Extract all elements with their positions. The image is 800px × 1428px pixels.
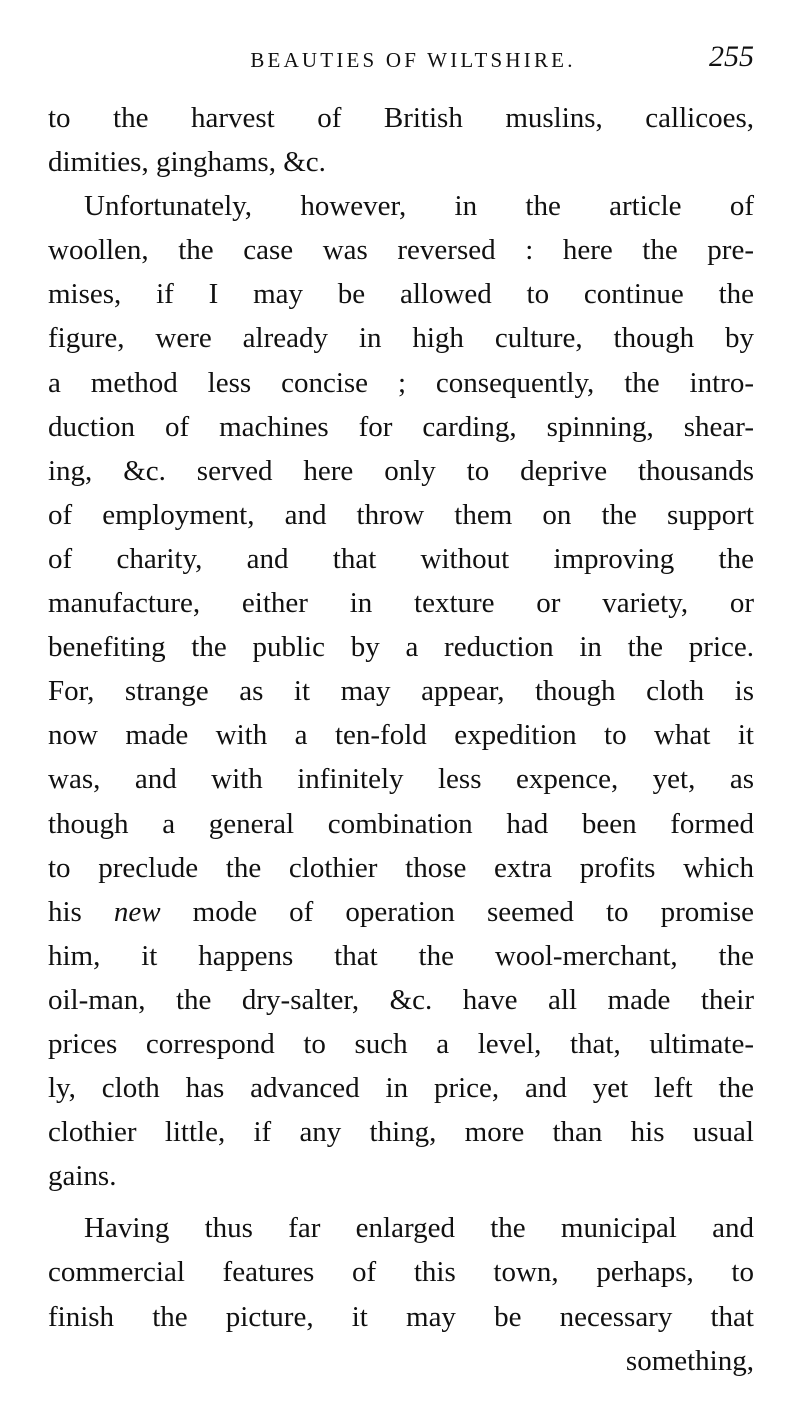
text-line: manufacture, either in texture or variety, or [48, 587, 754, 620]
catchword: something, [625, 1344, 754, 1377]
text-line: benefiting the public by a reduction in the price. [48, 631, 754, 664]
text-line: a method less concise ; consequently, the intro- [48, 366, 754, 399]
text-line: For, strange as it may appear, though cloth is [48, 675, 754, 708]
text-line: ly, cloth has advanced in price, and yet left the [48, 1072, 754, 1105]
line-start: his [48, 895, 114, 928]
text-line: now made with a ten-fold expedition to what it [48, 719, 754, 752]
emphasized-word: new [113, 895, 161, 928]
text-line: Unfortunately, however, in the article of [84, 190, 754, 223]
text-line: gains. [48, 1160, 117, 1193]
text-line-with-emphasis [48, 890, 754, 934]
text-line: ing, &c. served here only to deprive thousands [48, 454, 754, 487]
text-line: clothier little, if any thing, more than his usual [48, 1116, 754, 1149]
running-title: BEAUTIES OF WILTSHIRE. [250, 48, 576, 72]
text-line: duction of machines for carding, spinning, shear- [48, 410, 754, 443]
text-line: commercial features of this town, perhaps, to [48, 1256, 754, 1289]
text-line: was, and with infinitely less expence, yet, as [48, 763, 754, 796]
text-line: prices correspond to such a level, that, ultimate- [48, 1027, 754, 1060]
paragraph-spacing [48, 1198, 754, 1206]
paragraph-3 [48, 1206, 754, 1338]
text-line: mises, if I may be allowed to continue the [48, 278, 754, 311]
text-line: Having thus far enlarged the municipal and [84, 1212, 754, 1245]
text-line: though a general combination had been formed [48, 807, 754, 840]
text-line: figure, were already in high culture, though by [48, 322, 754, 355]
text-line: woollen, the case was reversed : here the pre- [48, 234, 754, 267]
text-line: him, it happens that the wool-merchant, the [48, 939, 754, 972]
text-line: of employment, and throw them on the support [48, 498, 754, 531]
page-number: 255 [709, 40, 754, 73]
text-line: to the harvest of British muslins, callicoes, [48, 102, 754, 134]
text-line: of charity, and that without improving the [48, 542, 754, 575]
line-end: mode of operation seemed to promise [160, 895, 755, 928]
text-line: to preclude the clothier those extra profits which [48, 851, 754, 884]
text-line: oil-man, the dry-salter, &c. have all made their [48, 983, 754, 1016]
body-text [48, 96, 754, 1383]
paragraph-2 [48, 184, 754, 1198]
text-line: dimities, ginghams, &c. [48, 146, 326, 179]
paragraph-1 [48, 96, 754, 184]
page-header [48, 42, 760, 78]
text-line: finish the picture, it may be necessary that [48, 1300, 754, 1333]
